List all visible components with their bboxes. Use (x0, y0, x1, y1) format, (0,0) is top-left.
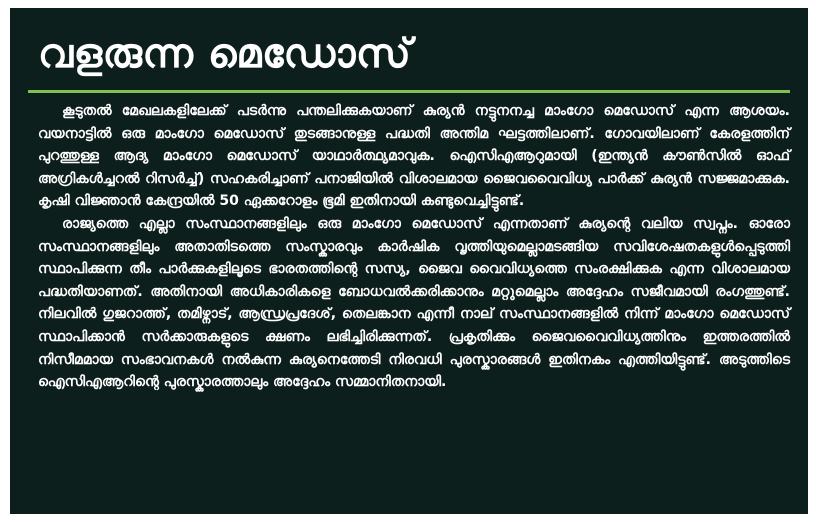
article-paragraph-2: രാജ്യത്തെ എല്ലാ സംസ്ഥാനങ്ങളിലും ഒരു മാംഗോ മെഡോസ് എന്നതാണ് കുര്യന്റെ വലിയ സ്വപ്നം. ഓരോ സംസ്ഥാനങ്ങളിലും അതാതിടത്തെ സംസ്കാരവും കാർഷിക വൃത്തിയുമെല്ലാമടങ്ങിയ സവിശേഷതകളുൾപ്പെടുത്തി സ്ഥാപിക്കുന്ന തീം പാർക്കുകളിലൂടെ ഭാരതത്തിന്റെ സസ്യ, ജൈവ വൈവിധ്യത്തെ സംരക്ഷിക്കുക എന്ന വിശാലമായ പദ്ധതിയാണത്. അതിനായി അധികാരികളെ ബോധവൽക്കരിക്കാനും മറ്റുമെല്ലാം അദ്ദേഹം സജീവമായി രംഗത്തുണ്ട്. നിലവിൽ ഗുജറാത്ത്, തമിഴ്നാട്, ആന്ധ്രപ്രദേശ്, തെലങ്കാന എന്നീ നാല് സംസ്ഥാനങ്ങളിൽ നിന്ന് മാംഗോ മെഡോസ് സ്ഥാപിക്കാൻ സർക്കാരുകളുടെ ക്ഷണം ലഭിച്ചിരിക്കുന്നത്. പ്രകൃതിക്കും ജൈവവൈവിധ്യത്തിനും ഇത്തരത്തിൽ നിസീമമായ സംഭാവനകൾ നൽകുന്ന കുര്യനെത്തേടി നിരവധി പുരസ്കാരങ്ങൾ ഇതിനകം എത്തിയിട്ടുണ്ട്. അടുത്തിടെ ഐസിഎആറിന്റെ പുരസ്കാരത്താലും അദ്ദേഹം സമ്മാനിതനായി. (38, 215, 790, 391)
article-body (38, 100, 790, 394)
headline-divider (28, 90, 790, 93)
article-headline: വളരുന്ന മെഡോസ് (38, 31, 412, 77)
article-panel (10, 8, 808, 514)
article-paragraph-1: കൂടുതൽ മേഖലകളിലേക്ക് പടർന്നു പന്തലിക്കുകയാണ് കുര്യൻ നട്ടുനനച്ച മാംഗോ മെഡോസ് എന്ന ആശയം. വയനാട്ടിൽ ഒരു മാംഗോ മെഡോസ് തുടങ്ങാനുള്ള പദ്ധതി അന്തിമ ഘട്ടത്തിലാണ്. ഗോവയിലാണ് കേരളത്തിന് പുറത്തുള്ള ആദ്യ മാംഗോ മെഡോസ് യാഥാർത്ഥ്യമാവുക. ഐസിഎആറുമായി (ഇന്ത്യൻ കൗൺസിൽ ഓഫ് അഗ്രികൾച്ചറൽ റിസർച്ച്) സഹകരിച്ചാണ് പനാജിയിൽ വിശാലമായ ജൈവവൈവിധ്യ പാർക്ക് കുര്യൻ സജ്ജമാക്കുക. കൃഷി വിജ്ഞാൻ കേന്ദ്രയിൽ 50 ഏക്കറോളം ഭൂമി ഇതിനായി കണ്ടുവെച്ചിട്ടുണ്ട്. (38, 103, 790, 210)
